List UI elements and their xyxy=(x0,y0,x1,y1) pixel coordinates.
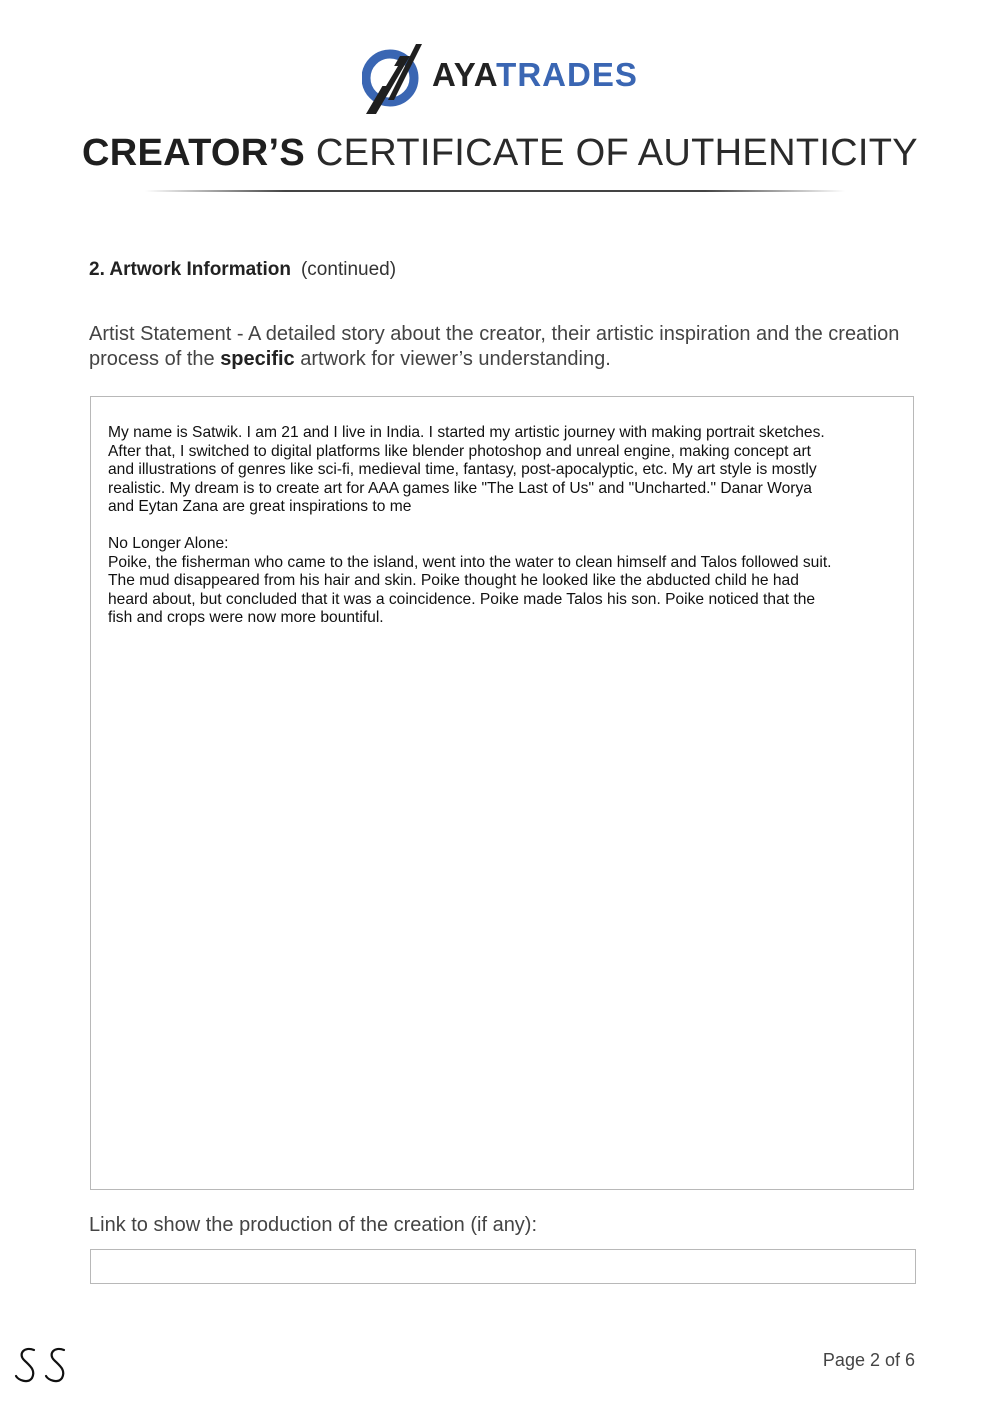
page-number: Page 2 of 6 xyxy=(822,1350,915,1370)
brand-name-part2: TRADES xyxy=(496,56,638,93)
header-divider xyxy=(145,190,845,192)
brand-name xyxy=(432,56,638,94)
artist-statement-text: My name is Satwik. I am 21 and I live in India. I started my artistic journey with making portrait sketches. After that, I switched to digital platforms like blender photoshop and unreal engine, making concept art and illustrations of genres like sci-fi, medieval time, fantasy, post-apocalyptic, etc. My art style is mostly realistic. My dream is to create art for AAA games like "The Last of Us" and "Uncharted." Danar Worya and Eytan Zana are great inspirations to me No Longer Alone: Poike, the fisherman who came to the island, went into the water to clean himself and Talos followed suit. The mud disappeared from his hair and skin. Poike thought he looked like the abducted child he had heard about, but concluded that it was a coincidence. Poike made Talos his son. Poike noticed that the fish and crops were now more bountiful. xyxy=(108,424,832,626)
artist-statement-label xyxy=(89,322,909,372)
document-title-bold: CREATOR’S xyxy=(82,132,306,174)
section-heading-title: 2. Artwork Information xyxy=(89,259,291,280)
signature-initials xyxy=(14,1344,78,1384)
production-link-label: Link to show the production of the creation (if any): xyxy=(89,1214,538,1236)
production-link-field[interactable] xyxy=(90,1249,916,1284)
brand-name-part1: AYA xyxy=(432,56,497,93)
section-heading xyxy=(89,259,396,281)
ayatrades-logo-icon xyxy=(362,40,426,116)
artist-statement-label-start: Artist Statement - A detailed story about the creator, their artistic inspiration and the creation process of the xyxy=(89,323,900,370)
artist-statement-label-end: artwork for viewer’s understanding. xyxy=(294,348,611,370)
document-title-rest: CERTIFICATE OF AUTHENTICITY xyxy=(315,132,918,174)
brand-logo xyxy=(362,40,642,116)
artist-statement-field[interactable] xyxy=(90,396,914,1190)
section-heading-suffix: (continued) xyxy=(300,259,397,280)
document-title xyxy=(0,132,1000,175)
artist-statement-label-emphasis: specific xyxy=(220,348,295,370)
